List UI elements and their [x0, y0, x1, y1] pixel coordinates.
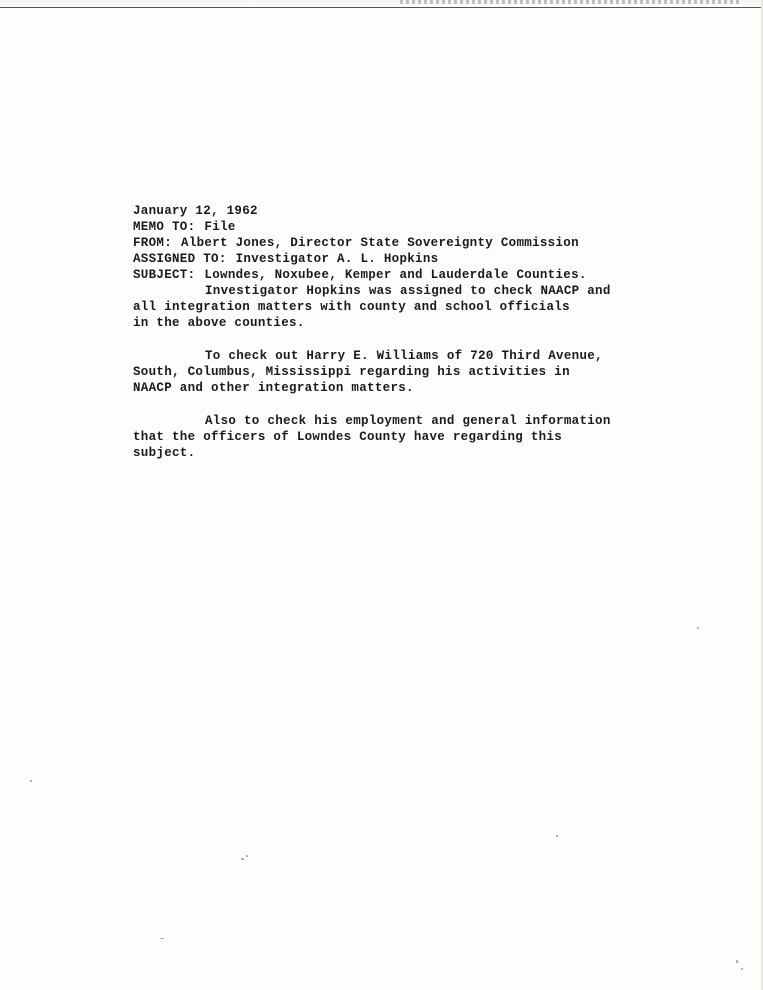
memo-to-line	[133, 219, 693, 235]
paper-speck	[30, 780, 32, 782]
memo-paragraph: To check out Harry E. Williams of 720 Third Avenue, South, Columbus, Mississippi regarding his activities in NAACP and other integration matters.	[133, 349, 603, 395]
memo-subject-label: SUBJECT:	[133, 268, 196, 282]
paper-speck	[556, 835, 558, 837]
paper-speck	[741, 968, 743, 970]
memo-assigned-value: Investigator A. L. Hopkins	[235, 252, 439, 266]
paper-speck	[246, 855, 248, 857]
paper-speck	[241, 858, 244, 860]
memo-assigned-label: ASSIGNED TO:	[133, 252, 227, 266]
memo-to-label: MEMO TO:	[133, 220, 196, 234]
page-top-scrap	[400, 0, 740, 4]
memo-to-value: File	[204, 220, 236, 234]
memo-from-label: FROM:	[133, 236, 173, 250]
memo-from-value: Albert Jones, Director State Sovereignty Commission	[181, 236, 579, 250]
memo-from-line	[133, 235, 693, 251]
paper-speck	[697, 627, 699, 629]
memo-body	[133, 203, 693, 478]
memo-paragraph: Also to check his employment and general information that the officers of Lowndes County have regarding this subject.	[133, 414, 611, 460]
memo-subject-line	[133, 267, 693, 283]
memo-date: January 12, 1962	[133, 204, 258, 218]
memo-subject-value: Lowndes, Noxubee, Kemper and Lauderdale Counties.	[204, 268, 587, 282]
paper-speck	[736, 960, 738, 963]
paper-speck	[160, 938, 164, 939]
memo-assigned-line	[133, 251, 693, 267]
memo-paragraph: Investigator Hopkins was assigned to check NAACP and all integration matters with county and school officials in the above counties.	[133, 284, 611, 330]
